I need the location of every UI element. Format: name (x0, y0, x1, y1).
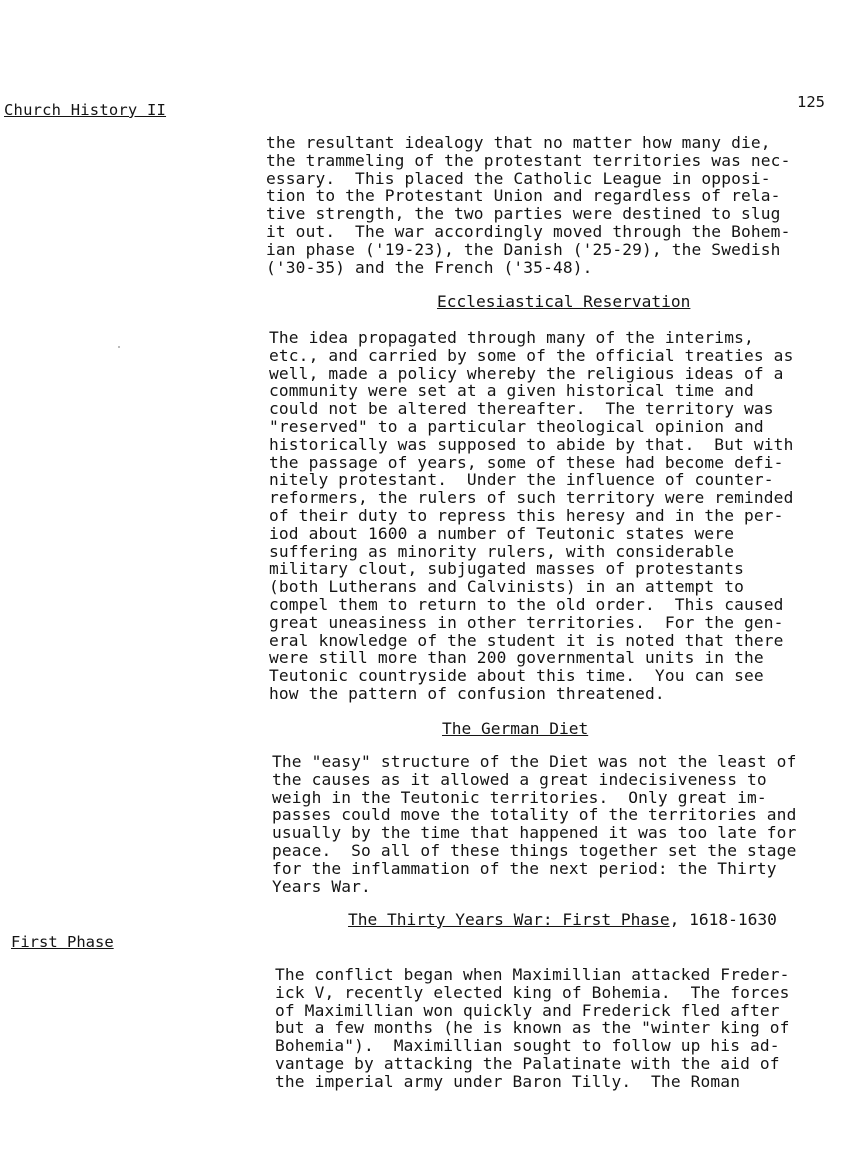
text-line: Years War. (272, 876, 371, 896)
text-line: tive strength, the two parties were destined to slug (266, 204, 781, 224)
scan-speck (118, 346, 120, 348)
text-line: ian phase ('19-23), the Danish ('25-29), the Swedish (266, 239, 781, 259)
text-line: well, made a policy whereby the religious ideas of a (269, 363, 784, 383)
text-line: of their duty to repress this heresy and in the per- (269, 505, 784, 525)
text-line: The "easy" structure of the Diet was not the least of (272, 752, 797, 771)
text-line: weigh in the Teutonic territories. Only great im- (272, 787, 767, 807)
text-line: peace. So all of these things together set the stage (272, 840, 797, 860)
text-line: The idea propagated through many of the interims, (269, 328, 754, 347)
thirty-years-heading-title: The Thirty Years War: First Phase (348, 910, 670, 929)
intro-paragraph (266, 134, 790, 276)
text-line: the imperial army under Baron Tilly. The Roman (275, 1071, 741, 1091)
course-title: Church History II (4, 101, 167, 119)
text-line: great uneasiness in other territories. For the gen- (269, 612, 784, 632)
text-line: nitely protestant. Under the influence of counter- (269, 470, 774, 490)
thirty-years-paragraph (275, 966, 790, 1091)
text-line: etc., and carried by some of the official treaties as (269, 345, 794, 365)
text-line: essary. This placed the Catholic League in opposi- (266, 168, 771, 188)
section-heading-ecclesiastical: Ecclesiastical Reservation (437, 292, 691, 311)
text-line: the trammeling of the protestant territories was nec- (266, 150, 791, 170)
text-line: community were set at a given historical time and (269, 381, 754, 401)
text-line: the passage of years, some of these had become defi- (269, 452, 784, 472)
text-line: how the pattern of confusion threatened. (269, 683, 665, 703)
text-line: "reserved" to a particular theological opinion and (269, 416, 764, 436)
text-line: suffering as minority rulers, with considerable (269, 541, 735, 561)
text-line: ick V, recently elected king of Bohemia. The forces (275, 982, 790, 1002)
text-line: of Maximillian won quickly and Frederick fled after (275, 1000, 780, 1020)
text-line: the causes as it allowed a great indecisiveness to (272, 769, 767, 789)
page-number: 125 (797, 93, 825, 111)
text-line: The conflict began when Maximillian attacked Freder- (275, 965, 790, 984)
text-line: ('30-35) and the French ('35-48). (266, 257, 593, 277)
text-line: compel them to return to the old order. This caused (269, 594, 784, 614)
text-line: iod about 1600 a number of Teutonic states were (269, 523, 735, 543)
section-heading-thirty-years (348, 910, 777, 929)
text-line: tion to the Protestant Union and regardless of rela- (266, 186, 781, 206)
text-line: passes could move the totality of the territories and (272, 805, 797, 825)
text-line: military clout, subjugated masses of protestants (269, 559, 744, 579)
text-line: it out. The war accordingly moved through the Bohem- (266, 221, 791, 241)
text-line: were still more than 200 governmental units in the (269, 648, 764, 668)
text-line: could not be altered thereafter. The territory was (269, 399, 774, 419)
text-line: (both Lutherans and Calvinists) in an attempt to (269, 577, 744, 597)
text-line: vantage by attacking the Palatinate with the aid of (275, 1053, 780, 1073)
thirty-years-heading-dates: , 1618-1630 (669, 910, 777, 929)
text-line: for the inflammation of the next period: the Thirty (272, 858, 777, 878)
text-line: the resultant idealogy that no matter how many die, (266, 133, 771, 152)
text-line: eral knowledge of the student it is noted that there (269, 630, 784, 650)
text-line: but a few months (he is known as the "winter king of (275, 1018, 790, 1038)
text-line: Teutonic countryside about this time. You can see (269, 666, 764, 686)
text-line: historically was supposed to abide by that. But with (269, 434, 794, 454)
section-heading-diet: The German Diet (442, 719, 589, 738)
text-line: reformers, the rulers of such territory were reminded (269, 488, 794, 508)
ecclesiastical-paragraph (269, 329, 793, 703)
text-line: usually by the time that happened it was too late for (272, 823, 797, 843)
text-line: Bohemia"). Maximillian sought to follow up his ad- (275, 1036, 780, 1056)
first-phase-side-label: First Phase (11, 933, 114, 951)
diet-paragraph (272, 753, 796, 895)
